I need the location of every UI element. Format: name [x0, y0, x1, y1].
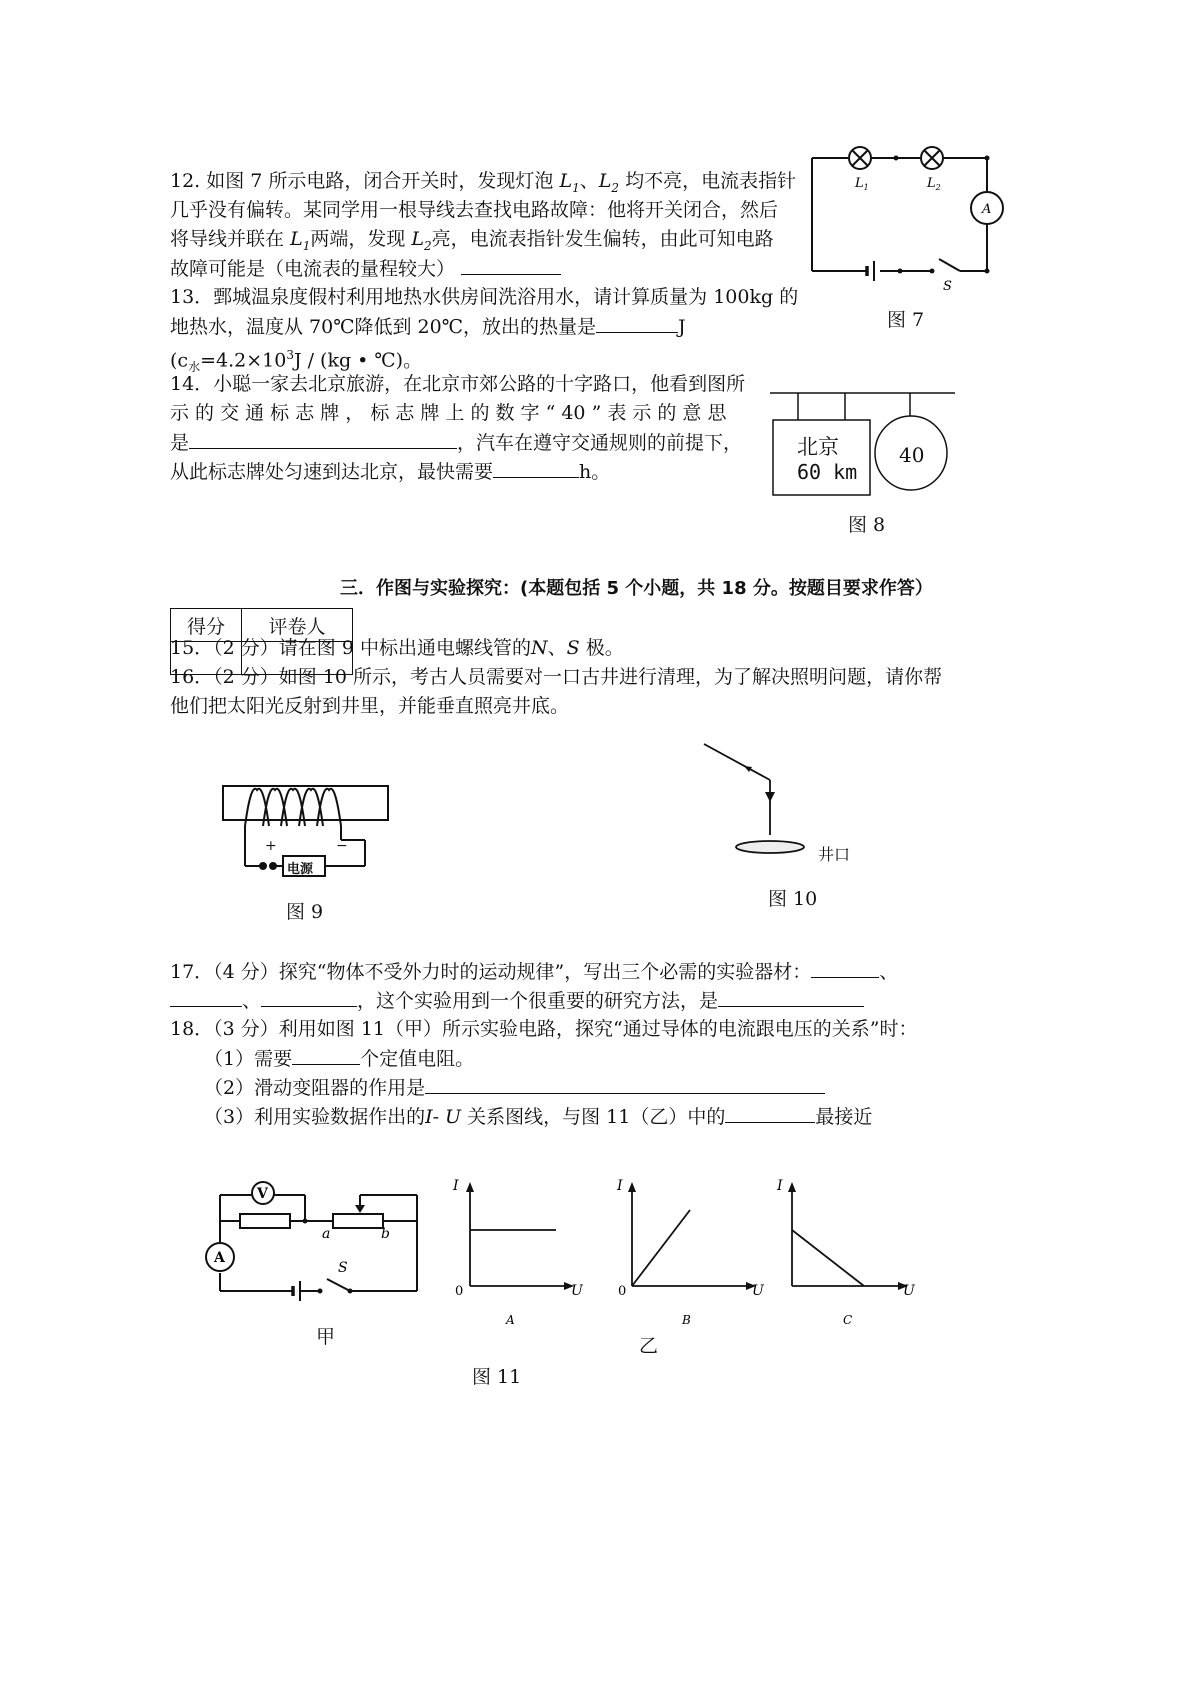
figure-9-caption: 图 9 [286, 901, 324, 923]
figure-11-right-caption: 乙 [639, 1335, 659, 1357]
graph-B-y-label: I [617, 1178, 623, 1194]
fig7-lamp1-label: L [855, 176, 864, 191]
graph-C-y-label: I [777, 1178, 783, 1194]
plus-terminal: + [265, 838, 277, 854]
graph-C [772, 1178, 932, 1338]
graph-A [450, 1178, 590, 1338]
q12-line-1: 12. 如图 7 所示电路，闭合开关时，发现灯泡 $L_1$、$L_2$ 均不亮，电流表指针 [170, 170, 797, 195]
q17-method-blank[interactable] [718, 986, 864, 1007]
well-label: 井口 [818, 845, 851, 864]
graph-A-y-label: I [453, 1178, 459, 1194]
q17-equipment-blank-1[interactable] [811, 957, 879, 978]
q18-resistor-count-blank[interactable] [292, 1044, 360, 1065]
figure-11-circuit [205, 1175, 430, 1310]
figure-11-caption: 图 11 [472, 1366, 522, 1388]
graph-A-origin: 0 [455, 1284, 464, 1299]
q12-line-4: 故障可能是（电流表的量程较大） [170, 254, 561, 283]
lamp-L1-label: $L_1$ [559, 170, 580, 195]
lamp-L2-label: $L_2$ [598, 170, 620, 195]
q17-line-2: 、 ，这个实验用到一个很重要的研究方法，是 [170, 986, 864, 1015]
graph-B-origin: 0 [618, 1284, 627, 1299]
q14-line-3: 是 ，汽车在遵守交通规则的前提下， [170, 428, 742, 457]
q15-line: 15．（2 分）请在图 9 中标出通电螺线管的N、S 极。 [170, 637, 624, 659]
minus-terminal: − [336, 838, 348, 854]
q18-sub-1: （1）需要 个定值电阻。 [204, 1044, 474, 1073]
sign-city-name: 北京 [797, 435, 839, 459]
section-3-title: 三．作图与实验探究：(本题包括 5 个小题，共 18 分。按题目要求作答） [340, 578, 933, 599]
q18-rheostat-blank[interactable] [425, 1073, 825, 1094]
figure-7-circuit [800, 140, 1020, 300]
ammeter-label: A [982, 202, 992, 217]
fig7-lamp2-label: L [927, 176, 936, 191]
graph-C-label: C [843, 1313, 853, 1327]
ammeter-label-fig11: A [214, 1250, 225, 1266]
speed-limit-value: 40 [899, 443, 925, 467]
sign-distance: 60 km [797, 460, 858, 484]
q14-line-1: 14．小聪一家去北京旅游，在北京市郊公路的十字路口，他看到图所 [170, 373, 746, 395]
figure-8-traffic-sign [765, 388, 965, 503]
q13-line-2: 地热水，温度从 70℃降低到 20℃，放出的热量是 J [170, 312, 686, 341]
q14-meaning-blank[interactable] [189, 428, 457, 449]
q18-line-1: 18．（3 分）利用如图 11（甲）所示实验电路，探究“通过导体的电流跟电压的关系”时： [170, 1018, 918, 1040]
figure-11-left-caption: 甲 [316, 1326, 336, 1348]
figure-10-caption: 图 10 [768, 888, 818, 910]
q18-sub-3: （3）利用实验数据作出的I- U 关系图线，与图 11（乙）中的 最接近 [204, 1102, 872, 1131]
switch-label: S [943, 279, 952, 294]
q14-line-4: 从此标志牌处匀速到达北京，最快需要 h。 [170, 457, 610, 486]
q18-sub-2: （2）滑动变阻器的作用是 [204, 1073, 825, 1102]
switch-label-fig11: S [338, 1260, 348, 1276]
q12-line-3: 将导线并联在 $L_1$两端，发现 $L_2$亮，电流表指针发生偏转，由此可知电路 [170, 228, 774, 253]
q17-equipment-blank-2[interactable] [170, 986, 242, 1007]
q16-line-2: 他们把太阳光反射到井里，并能垂直照亮井底。 [170, 695, 570, 717]
q14-time-blank[interactable] [493, 457, 579, 478]
q13-line-1: 13．鄄城温泉度假村利用地热水供房间洗浴用水，请计算质量为 100kg 的 [170, 286, 799, 308]
graph-A-x-label: U [571, 1283, 583, 1299]
battery-label: 电源 [287, 862, 314, 877]
graph-B-label: B [682, 1313, 691, 1327]
figure-8-caption: 图 8 [848, 514, 886, 536]
graph-C-x-label: U [903, 1283, 915, 1299]
svg-text:L1: $L_1$ [855, 176, 869, 192]
q13-line-3: ($c_水=4.2\times 10^3J / (kg$ • ℃)。 [170, 348, 423, 375]
figure-7-caption: 图 7 [887, 309, 925, 331]
grader-header: 评卷人 [242, 609, 353, 642]
q16-line-1: 16．（2 分）如图 10 所示，考古人员需要对一口古井进行清理，为了解决照明问题，请你帮 [170, 666, 943, 688]
svg-text:L2: $L_2$ [927, 176, 941, 192]
q17-equipment-blank-3[interactable] [261, 986, 357, 1007]
graph-B [612, 1178, 772, 1338]
q14-line-2: 示 的 交 通 标 志 牌 ， 标 志 牌 上 的 数 字 “ 40 ” 表 示 的 意 思 [170, 402, 727, 424]
graph-A-label: A [506, 1313, 515, 1327]
q12-line-2: 几乎没有偏转。某同学用一根导线去查找电路故障：他将开关闭合，然后 [170, 199, 779, 221]
q17-line-1: 17．（4 分）探究“物体不受外力时的运动规律”，写出三个必需的实验器材： 、 [170, 957, 898, 986]
score-header: 得分 [171, 609, 242, 642]
graph-B-x-label: U [752, 1283, 764, 1299]
voltmeter-label: V [257, 1186, 268, 1202]
q13-answer-blank[interactable] [596, 312, 678, 333]
rheostat-end-b: b [381, 1226, 390, 1242]
rheostat-end-a: a [322, 1226, 331, 1242]
q18-graph-blank[interactable] [725, 1102, 815, 1123]
q12-answer-blank[interactable] [461, 254, 561, 275]
